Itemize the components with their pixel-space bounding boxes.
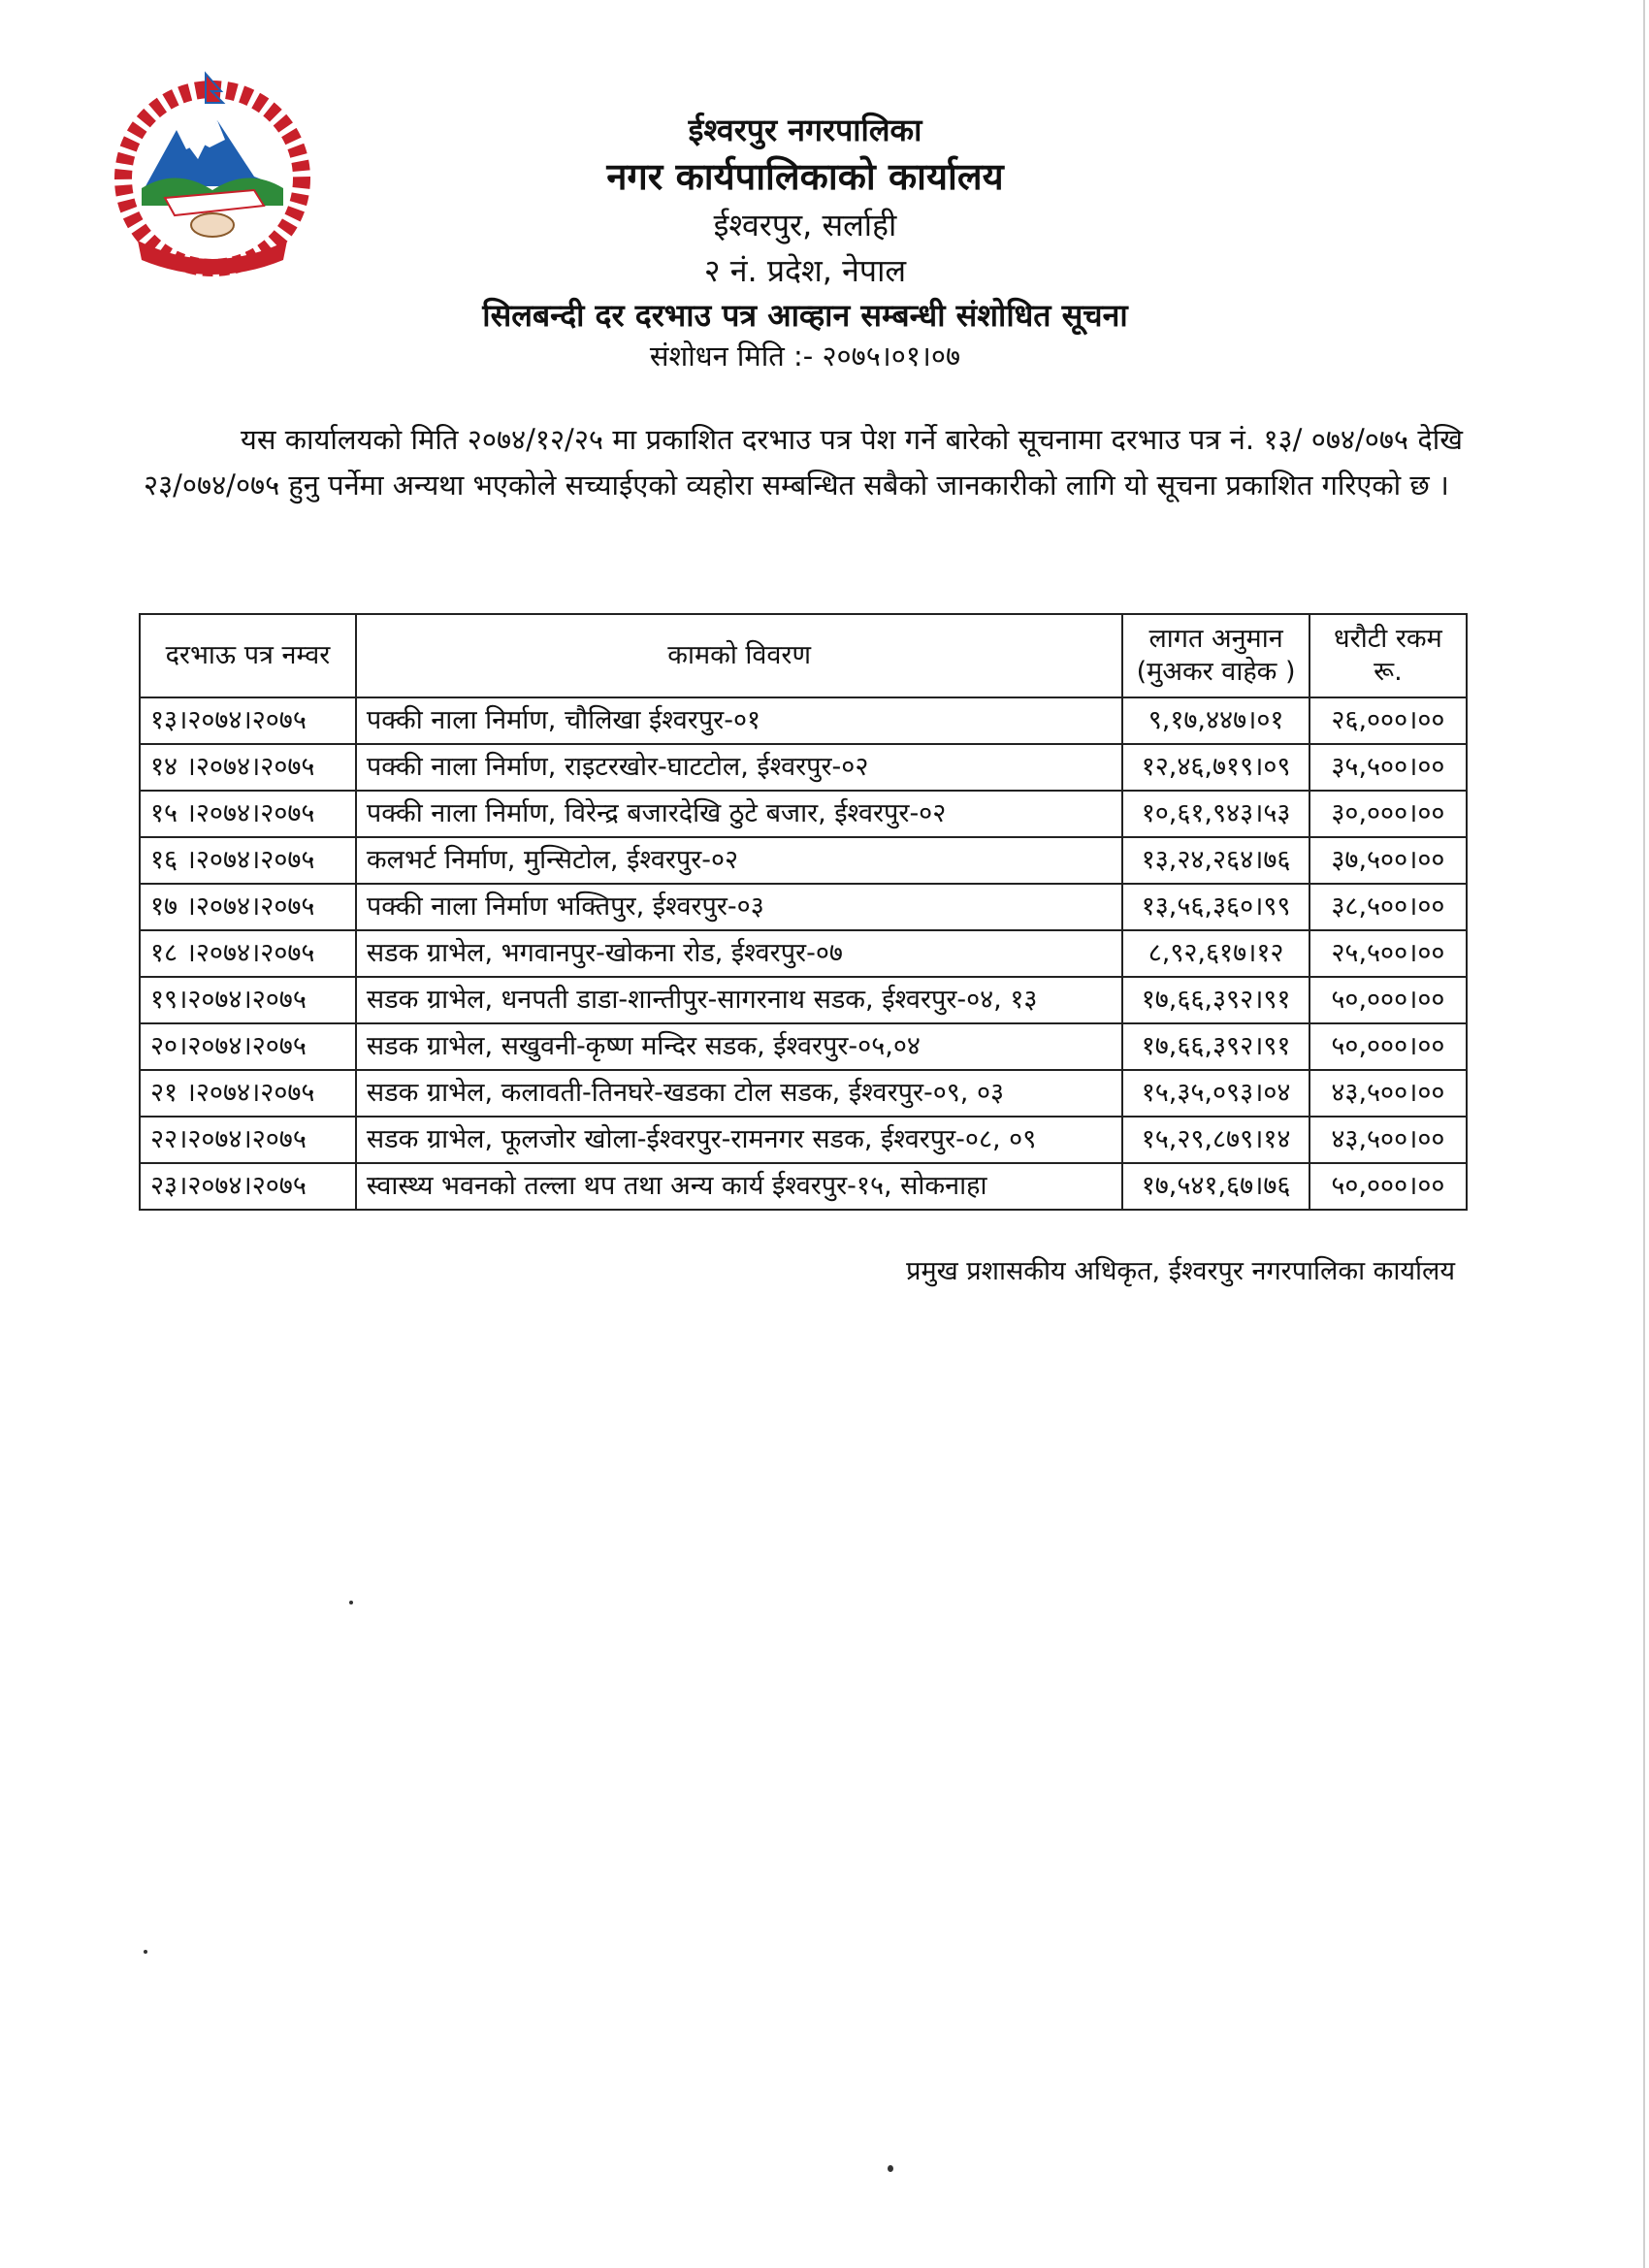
tender-no-cell: १६ ।२०७४।२०७५ [140,837,356,884]
deposit-cell: ४३,५००।०० [1310,1117,1467,1163]
scan-speck [349,1601,353,1604]
header-deposit [1310,614,1467,697]
tender-no-cell: २१ ।२०७४।२०७५ [140,1070,356,1117]
table-row [140,697,1467,744]
table-row [140,837,1467,884]
table-row [140,791,1467,837]
description-cell: पक्की नाला निर्माण, चौलिखा ईश्वरपुर-०१ [356,697,1122,744]
notice-paragraph: यस कार्यालयको मिति २०७४/१२/२५ मा प्रकाशित दरभाउ पत्र पेश गर्ने बारेको सूचनामा दरभाउ पत्र नं. १३/ ०७४/०७५ देखि २३/०७४/०७५ हुनु पर्नेमा अन्यथा भएकोले सच्याईएको व्यहोरा सम्बन्धित सबैको जानकारीको लागि यो सूचना प्रकाशित गरिएको छ । [144,423,1463,502]
deposit-cell: ४३,५००।०० [1310,1070,1467,1117]
nepal-government-emblem-icon [109,70,317,278]
table-row [140,1070,1467,1117]
header-description: कामको विवरण [356,614,1122,697]
description-cell: पक्की नाला निर्माण भक्तिपुर, ईश्वरपुर-०३ [356,884,1122,930]
office-location: ईश्वरपुर, सर्लाही [713,207,897,243]
header-cost-estimate [1122,614,1310,697]
cost-cell: १७,६६,३९२।९१ [1122,1023,1310,1070]
scan-speck [144,1950,147,1954]
signature-line: प्रमुख प्रशासकीय अधिकृत, ईश्वरपुर नगरपालिका कार्यालय [906,1256,1455,1286]
table-row [140,744,1467,791]
description-cell: पक्की नाला निर्माण, राइटरखोर-घाटटोल, ईश्वरपुर-०२ [356,744,1122,791]
office-name: नगर कार्यपालिकाको कार्यालय [606,155,1004,198]
description-cell: सडक ग्राभेल, सखुवनी-कृष्ण मन्दिर सडक, ईश्वरपुर-०५,०४ [356,1023,1122,1070]
table-row [140,884,1467,930]
table-header-row [140,614,1467,697]
table-row [140,1163,1467,1210]
amendment-date: संशोधन मिति :- २०७५।०१।०७ [649,340,961,373]
cost-cell: १०,६१,९४३।५३ [1122,791,1310,837]
cost-cell: ९,१७,४४७।०१ [1122,697,1310,744]
cost-cell: १७,६६,३९२।९१ [1122,977,1310,1023]
table-row [140,1117,1467,1163]
cost-cell: १३,५६,३६०।९९ [1122,884,1310,930]
cost-cell: १३,२४,२६४।७६ [1122,837,1310,884]
cost-cell: १७,५४१,६७।७६ [1122,1163,1310,1210]
cost-cell: १२,४६,७१९।०९ [1122,744,1310,791]
tender-no-cell: २०।२०७४।२०७५ [140,1023,356,1070]
description-cell: पक्की नाला निर्माण, विरेन्द्र बजारदेखि ठुटे बजार, ईश्वरपुर-०२ [356,791,1122,837]
description-cell: कलभर्ट निर्माण, मुन्सिटोल, ईश्वरपुर-०२ [356,837,1122,884]
tender-table [139,613,1468,1211]
header-tender-no: दरभाऊ पत्र नम्वर [140,614,356,697]
description-cell: स्वास्थ्य भवनको तल्ला थप तथा अन्य कार्य ईश्वरपुर-१५, सोकनाहा [356,1163,1122,1210]
deposit-cell: ५०,०००।०० [1310,977,1467,1023]
header-deposit-line1: धरौटी रकम [1334,624,1442,654]
table-row [140,1023,1467,1070]
tender-no-cell: १९।२०७४।२०७५ [140,977,356,1023]
deposit-cell: ५०,०००।०० [1310,1163,1467,1210]
cost-cell: १५,२९,८७९।१४ [1122,1117,1310,1163]
table-row [140,930,1467,977]
table-row [140,977,1467,1023]
cost-cell: ८,९२,६१७।१२ [1122,930,1310,977]
description-cell: सडक ग्राभेल, धनपती डाडा-शान्तीपुर-सागरनाथ सडक, ईश्वरपुर-०४, १३ [356,977,1122,1023]
tender-no-cell: २२।२०७४।२०७५ [140,1117,356,1163]
header-cost-line1: लागत अनुमान [1148,624,1283,654]
tender-no-cell: २३।२०७४।२०७५ [140,1163,356,1210]
scan-speck [888,2165,893,2172]
tender-no-cell: १७ ।२०७४।२०७५ [140,884,356,930]
header-deposit-line2: रू. [1374,657,1403,687]
deposit-cell: ३८,५००।०० [1310,884,1467,930]
deposit-cell: २५,५००।०० [1310,930,1467,977]
notice-title: सिलबन्दी दर दरभाउ पत्र आव्हान सम्बन्धी संशोधित सूचना [482,297,1128,334]
tender-no-cell: १८ ।२०७४।२०७५ [140,930,356,977]
deposit-cell: ३५,५००।०० [1310,744,1467,791]
tender-no-cell: १३।२०७४।२०७५ [140,697,356,744]
tender-no-cell: १४ ।२०७४।२०७५ [140,744,356,791]
tender-no-cell: १५ ।२०७४।२०७५ [140,791,356,837]
org-name: ईश्वरपुर नगरपालिका [688,112,922,148]
deposit-cell: २६,०००।०० [1310,697,1467,744]
page-edge [1643,0,1645,2268]
deposit-cell: ५०,०००।०० [1310,1023,1467,1070]
description-cell: सडक ग्राभेल, भगवानपुर-खोकना रोड, ईश्वरपुर-०७ [356,930,1122,977]
description-cell: सडक ग्राभेल, फूलजोर खोला-ईश्वरपुर-रामनगर सडक, ईश्वरपुर-०८, ०९ [356,1117,1122,1163]
deposit-cell: ३०,०००।०० [1310,791,1467,837]
header-cost-line2: (मुअकर वाहेक ) [1136,657,1296,687]
description-cell: सडक ग्राभेल, कलावती-तिनघरे-खडका टोल सडक, ईश्वरपुर-०९, ०३ [356,1070,1122,1117]
deposit-cell: ३७,५००।०० [1310,837,1467,884]
cost-cell: १५,३५,०९३।०४ [1122,1070,1310,1117]
province-line: २ नं. प्रदेश, नेपाल [703,252,907,289]
